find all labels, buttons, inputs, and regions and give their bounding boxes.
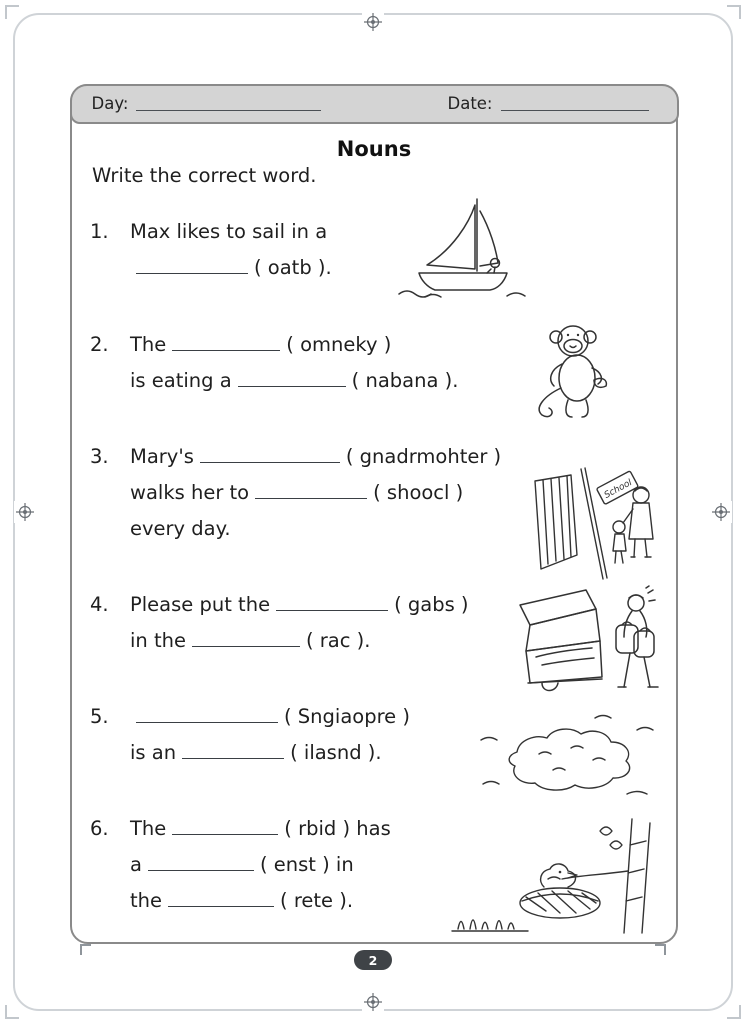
question-text: ( rete ). <box>280 889 354 912</box>
answer-blank[interactable] <box>238 384 346 387</box>
answer-blank[interactable] <box>172 832 278 835</box>
question-text: ( ilasnd ). <box>290 741 382 764</box>
date-label: Date: <box>447 93 493 113</box>
answer-blank[interactable] <box>182 756 284 759</box>
answer-blank[interactable] <box>136 271 248 274</box>
monkey-illustration <box>520 318 645 428</box>
question-text: ( enst ) in <box>259 853 354 876</box>
question-number: 6. <box>90 817 109 840</box>
question-1 <box>90 214 332 286</box>
frame-corner-icon <box>655 944 666 955</box>
question-text: The <box>130 817 167 840</box>
question-text: ( omneky ) <box>286 333 392 356</box>
crosshair-target-icon <box>362 991 384 1013</box>
sailboat-illustration <box>395 195 530 300</box>
question-text: the <box>130 889 163 912</box>
question-text: in the <box>130 629 186 652</box>
question-number: 2. <box>90 333 109 356</box>
question-text: ( shoocl ) <box>373 481 464 504</box>
page-number-badge: 2 <box>354 950 392 970</box>
school-sign-text: School <box>602 477 634 501</box>
question-text: is an <box>130 741 177 764</box>
car-trunk-illustration <box>512 585 664 707</box>
island-illustration <box>475 710 660 802</box>
question-2 <box>90 327 458 399</box>
school-illustration <box>525 465 665 583</box>
question-text: ( Sngiaopre ) <box>284 705 410 728</box>
frame-corner-icon <box>727 1005 741 1019</box>
answer-blank[interactable] <box>136 720 278 723</box>
question-3 <box>90 439 501 547</box>
bird-nest-illustration <box>450 815 665 935</box>
question-number: 4. <box>90 593 109 616</box>
question-text: Please put the <box>130 593 271 616</box>
question-text: Mary's <box>130 445 194 468</box>
answer-blank[interactable] <box>168 904 274 907</box>
question-4 <box>90 587 469 659</box>
crosshair-target-icon <box>362 11 384 33</box>
worksheet-card <box>70 84 678 944</box>
question-text: ( gnadrmohter ) <box>345 445 502 468</box>
answer-blank[interactable] <box>172 348 280 351</box>
frame-corner-icon <box>80 944 91 955</box>
answer-blank[interactable] <box>200 460 340 463</box>
question-5 <box>90 699 410 771</box>
question-6 <box>90 811 391 919</box>
question-text: ( oatb ). <box>254 256 332 279</box>
question-text: is eating a <box>130 369 232 392</box>
frame-corner-icon <box>5 1005 19 1019</box>
question-text: ( nabana ). <box>351 369 459 392</box>
page-title: Nouns <box>336 137 412 161</box>
question-text: ( rbid ) has <box>284 817 391 840</box>
question-text: Max likes to sail in a <box>130 220 328 243</box>
frame-corner-icon <box>5 5 19 19</box>
answer-blank[interactable] <box>192 644 300 647</box>
answer-blank[interactable] <box>255 496 367 499</box>
answer-blank[interactable] <box>276 608 388 611</box>
question-number: 1. <box>90 220 109 243</box>
crosshair-target-icon <box>14 501 36 523</box>
day-label: Day: <box>91 93 129 113</box>
question-text: ( gabs ) <box>394 593 469 616</box>
question-text: every day. <box>130 517 231 540</box>
question-text: walks her to <box>130 481 250 504</box>
question-number: 3. <box>90 445 109 468</box>
question-number: 5. <box>90 705 109 728</box>
question-text: a <box>130 853 142 876</box>
question-text: The <box>130 333 167 356</box>
crosshair-target-icon <box>710 501 732 523</box>
instruction-text: Write the correct word. <box>92 164 317 187</box>
answer-blank[interactable] <box>148 868 254 871</box>
question-text: ( rac ). <box>305 629 371 652</box>
frame-corner-icon <box>727 5 741 19</box>
